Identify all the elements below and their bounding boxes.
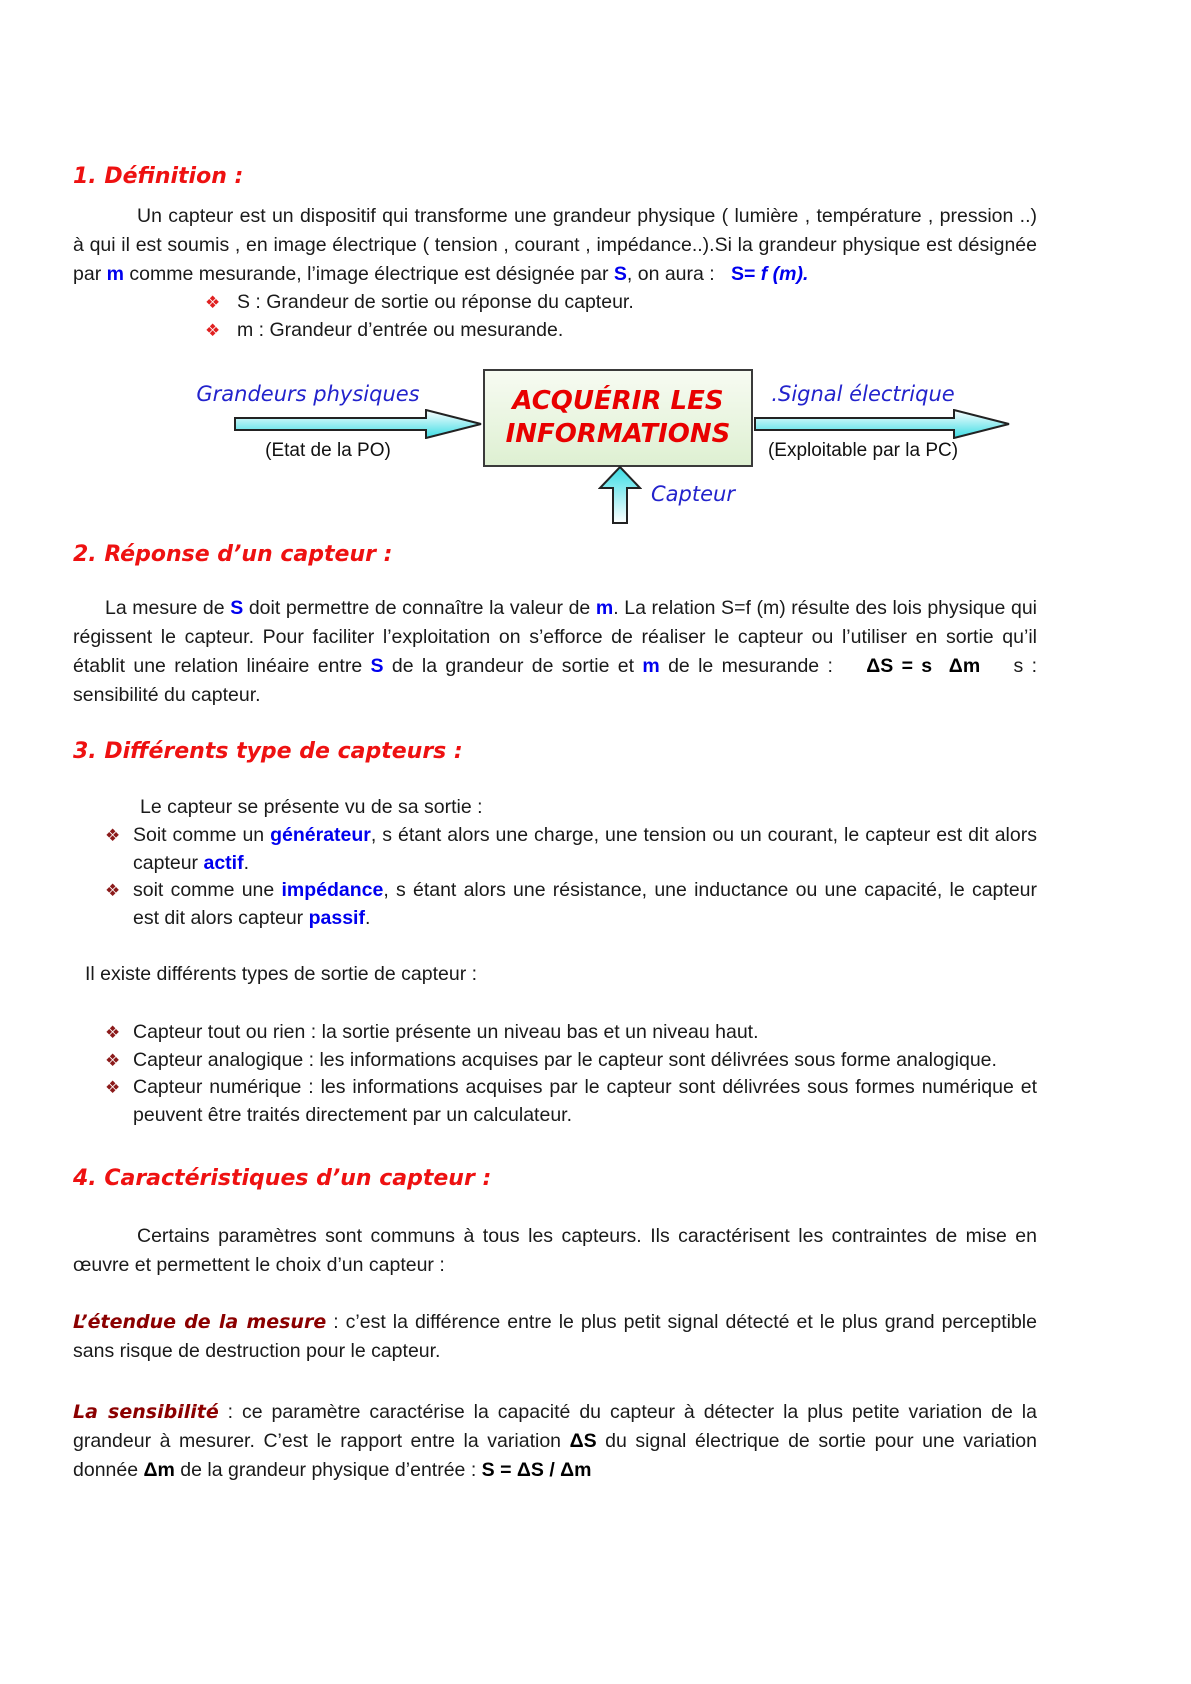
list-item: [205, 289, 725, 317]
up-arrow-icon: [598, 466, 642, 524]
list-item: [105, 1074, 1037, 1129]
response-paragraph: La mesure de S doit permettre de connaître la valeur de m. La relation S=f (m) résulte des lois physique qui régissent le capteur. Pour faciliter l’exploitation on s’efforce de réaliser le capteur ou l’utiliser en sortie qu’il établit une relation linéaire entre S de la grandeur de sortie et m de le mesurande : ΔS = s Δm s : sensibilité du capteur.: [73, 597, 1037, 706]
acquisition-box-line1: ACQUÉRIR LES: [512, 386, 724, 416]
right-arrow-icon: [753, 409, 1011, 439]
list-item: [105, 1047, 1037, 1075]
section-2-heading: 2. Réponse d’un capteur :: [73, 542, 393, 567]
sensor-output-intro: Le capteur se présente vu de sa sortie :: [140, 796, 483, 818]
diamond-bullet-icon: ❖: [105, 881, 121, 900]
right-arrow-icon: [233, 409, 483, 439]
bullet-text: m : Grandeur d’entrée ou mesurande.: [237, 318, 564, 341]
diamond-bullet-icon: ❖: [205, 320, 221, 340]
acquisition-box-line2: INFORMATIONS: [505, 419, 731, 449]
output-type-list: [105, 1019, 1037, 1129]
sensor-arrow-label: Capteur: [651, 482, 735, 506]
bullet-text: S : Grandeur de sortie ou réponse du capteur.: [237, 291, 634, 313]
diamond-bullet-icon: ❖: [105, 1023, 121, 1042]
section-4-heading: 4. Caractéristiques d’un capteur :: [73, 1166, 492, 1191]
section-3-heading: 3. Différents type de capteurs :: [73, 739, 463, 764]
diamond-bullet-icon: ❖: [205, 293, 221, 312]
sensor-kind-list: [105, 822, 1037, 932]
measure-range-paragraph: L’étendue de la mesure : c’est la différence entre le plus petit signal détecté et le plus grand perceptible sans risque de destruction pour le capteur.: [73, 1311, 1037, 1362]
acquisition-diagram: [73, 354, 1037, 529]
input-label: Grandeurs physiques: [196, 382, 420, 406]
section-1-heading: 1. Définition :: [73, 164, 244, 189]
output-label: .Signal électrique: [771, 382, 955, 406]
list-item: [105, 822, 1037, 877]
input-sub-label: (Etat de la PO): [265, 440, 391, 461]
list-item: [105, 877, 1037, 932]
diamond-bullet-icon: ❖: [105, 1050, 121, 1070]
definition-bullet-list: [205, 289, 725, 344]
bullet-text: Capteur analogique : les informations acquises par le capteur sont délivrées sous forme analogique.: [133, 1048, 997, 1071]
list-item: [105, 1019, 1037, 1047]
definition-paragraph: Un capteur est un dispositif qui transforme une grandeur physique ( lumière , température , pression ..) à qui il est soumis , en image électrique ( tension , courant , impédance..).Si la grandeur physique est désignée par m comme mesurande, l’image électrique est désignée par S, on aura : S= f (m).: [73, 205, 1037, 285]
diamond-bullet-icon: ❖: [105, 1078, 121, 1097]
bullet-text: Capteur numérique : les informations acquises par le capteur sont délivrées sous formes numérique et peuvent être traités directement par un calculateur.: [133, 1076, 1037, 1126]
bullet-text: Capteur tout ou rien : la sortie présente un niveau bas et un niveau haut.: [133, 1021, 759, 1043]
bullet-text: soit comme une impédance, s étant alors une résistance, une inductance ou une capacité, le capteur est dit alors capteur passif.: [133, 879, 1037, 929]
characteristics-paragraph: Certains paramètres sont communs à tous les capteurs. Ils caractérisent les contraintes de mise en œuvre et permettent le choix d’un capteur :: [73, 1225, 1037, 1276]
list-item: [205, 317, 725, 345]
output-sub-label: (Exploitable par la PC): [767, 440, 959, 461]
diamond-bullet-icon: ❖: [105, 826, 121, 845]
output-types-intro: Il existe différents types de sortie de capteur :: [85, 963, 478, 985]
sensitivity-paragraph: La sensibilité : ce paramètre caractérise la capacité du capteur à détecter la plus petite variation de la grandeur à mesurer. C’est le rapport entre la variation ΔS du signal électrique de sortie pour une variation donnée Δm de la grandeur physique d’entrée : S = ΔS / Δm: [73, 1401, 1037, 1481]
bullet-text: Soit comme un générateur, s étant alors une charge, une tension ou un courant, le capteur est dit alors capteur actif.: [133, 824, 1037, 874]
